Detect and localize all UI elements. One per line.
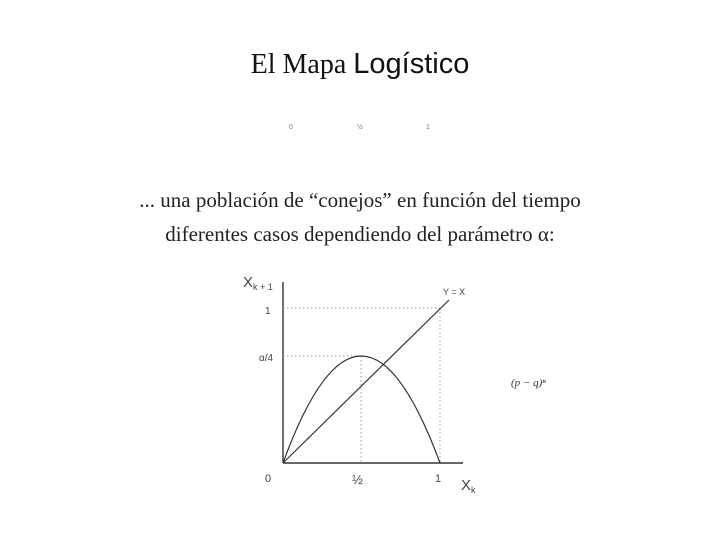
identity-line-label: Y = X bbox=[443, 287, 466, 297]
x-axis-label: $X_k$ bbox=[461, 477, 476, 495]
formula-label: (p − q)ⁿ bbox=[511, 377, 546, 389]
x-tick-zero: 0 bbox=[265, 473, 272, 485]
x-tick-half: ½ bbox=[352, 472, 363, 487]
y-tick-max: α/4 bbox=[259, 353, 274, 364]
title-part-2: Logístico bbox=[353, 48, 470, 80]
tiny-label-half: ½ bbox=[357, 124, 363, 131]
tiny-label-one: 1 bbox=[426, 124, 430, 131]
y-axis-label: $X_{k + 1}$ bbox=[243, 274, 273, 292]
title-part-1: El Mapa bbox=[250, 49, 347, 80]
body-text-line-2: diferentes casos dependiendo del parámetro α: bbox=[165, 222, 555, 246]
y-tick-one: 1 bbox=[265, 306, 271, 317]
identity-line bbox=[283, 300, 449, 463]
tiny-label-zero: 0 bbox=[289, 124, 293, 131]
body-text-line-1: ... una población de “conejos” en función del tiempo bbox=[139, 188, 581, 212]
x-tick-one: 1 bbox=[435, 473, 442, 485]
